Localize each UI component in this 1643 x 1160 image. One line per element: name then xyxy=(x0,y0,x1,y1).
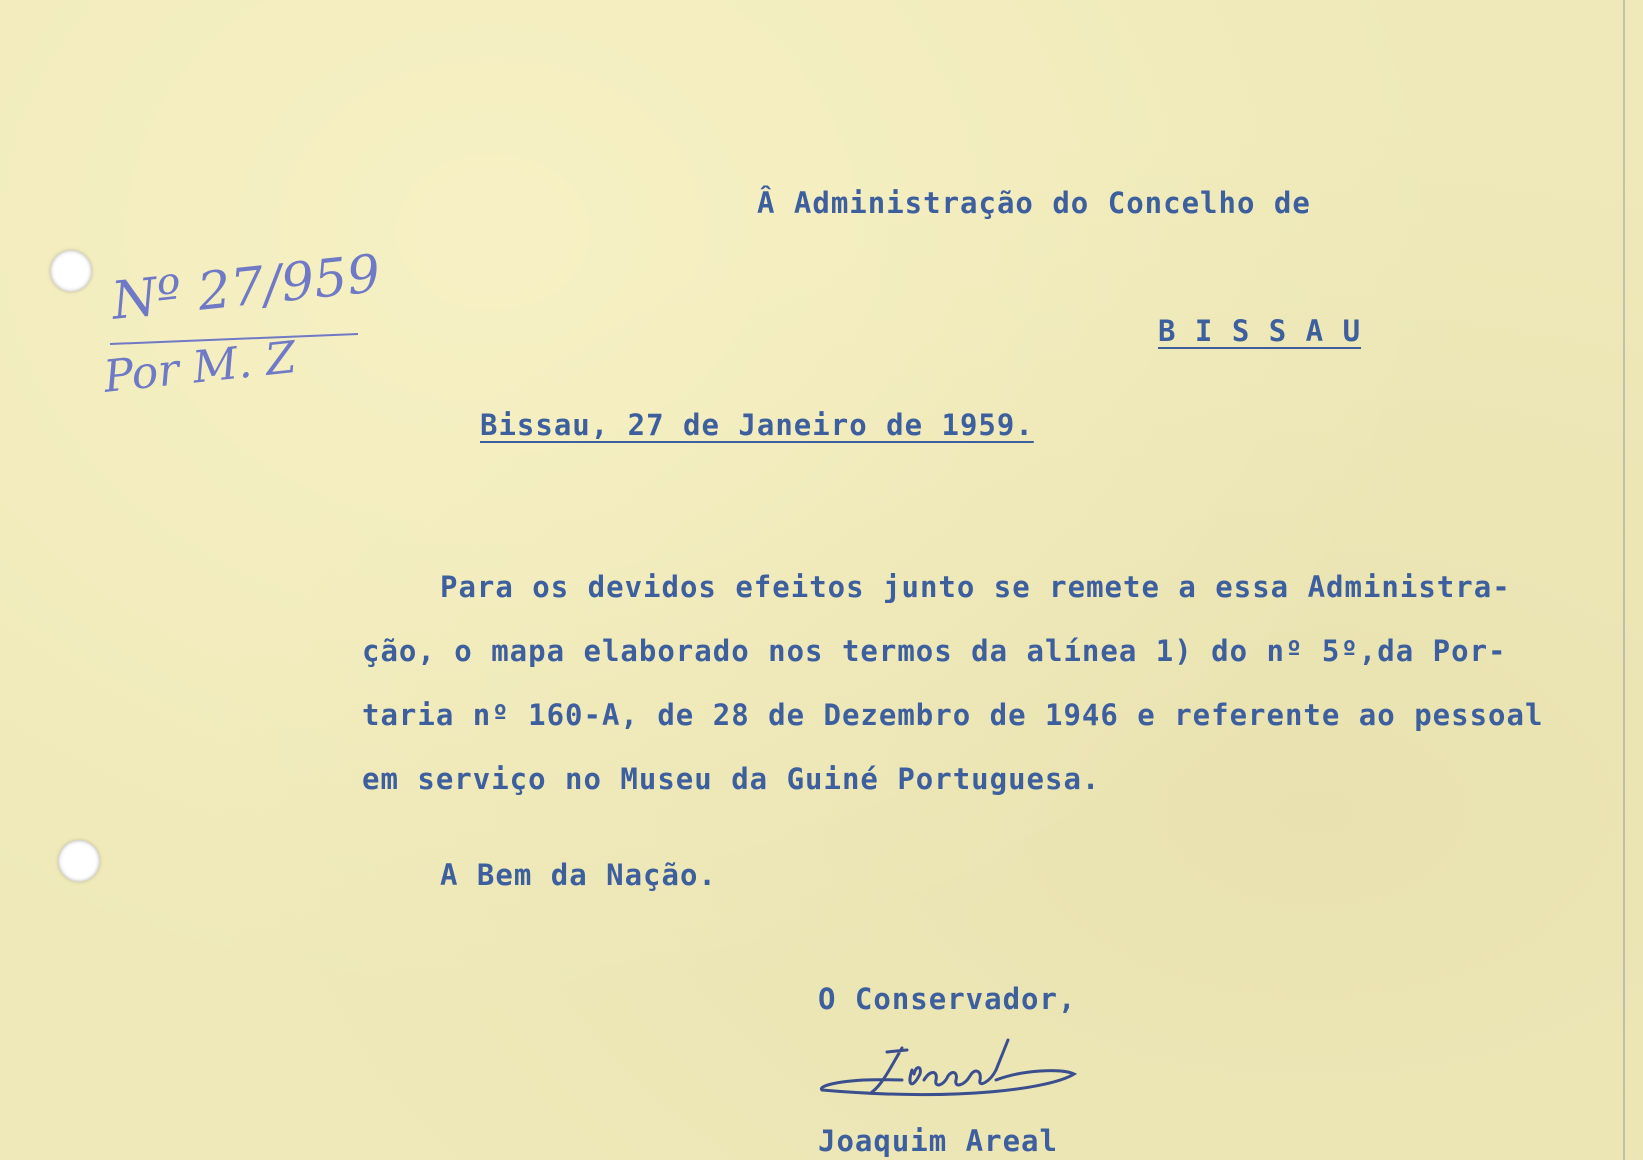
signatory-title: O Conservador, xyxy=(818,982,1077,1016)
handwritten-signature xyxy=(812,1030,1152,1120)
body-line: taria nº 160-A, de 28 de Dezembro de 1946 e referente ao pessoal xyxy=(362,698,1544,732)
signatory-name: Joaquim Areal xyxy=(818,1124,1058,1158)
letter-date: Bissau, 27 de Janeiro de 1959. xyxy=(480,408,1034,442)
addressee-city: B I S S A U xyxy=(1158,314,1362,348)
body-line: ção, o mapa elaborado nos termos da alínea 1) do nº 5º,da Por- xyxy=(362,634,1507,668)
body-line: Para os devidos efeitos junto se remete a essa Administra- xyxy=(440,570,1511,604)
handwritten-reference-number: Nº 27/959 xyxy=(108,244,384,332)
closing-salutation: A Bem da Nação. xyxy=(440,858,717,892)
handwritten-annotation: Por M. Z xyxy=(101,331,299,403)
punch-hole-bottom xyxy=(58,840,100,882)
punch-hole-top xyxy=(50,250,92,292)
body-line: em serviço no Museu da Guiné Portuguesa. xyxy=(362,762,1101,796)
page-edge xyxy=(1623,0,1625,1160)
addressee-line: Â Administração do Concelho de xyxy=(757,186,1311,220)
